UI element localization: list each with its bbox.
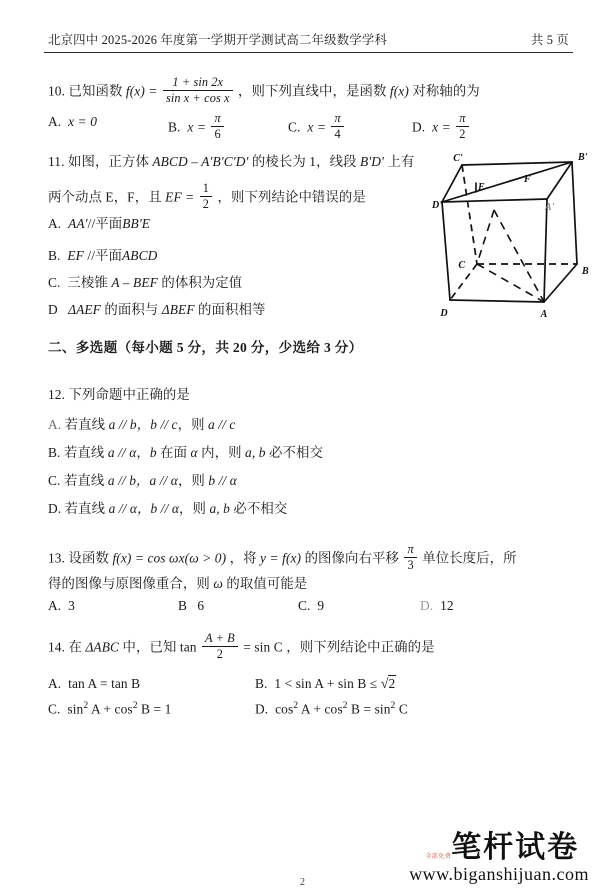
question-11-option-a[interactable] (48, 214, 150, 234)
question-13-text-f: 单位长度后，所 (422, 550, 517, 566)
question-13-number: 13. (48, 550, 66, 566)
exponent: 2 (83, 700, 89, 711)
option-text-end: 必不相交 (265, 445, 323, 460)
label-b: B (582, 266, 589, 277)
fraction-denominator: 3 (407, 557, 414, 572)
label-c: C (458, 260, 465, 271)
option-text: tan A = tan B (68, 676, 141, 691)
option-math: ΔAEF (68, 302, 101, 317)
option-text: 12 (440, 598, 454, 613)
cube-svg (432, 152, 598, 320)
question-13-function: f(x) = cos ωx(ω > 0) (112, 550, 227, 566)
question-13-text-g: 得的图像与原图像重合，则 (48, 576, 210, 591)
option-text-mid-3: 内，则 (197, 445, 246, 460)
option-math: a // b，a // α (107, 473, 178, 488)
fraction-numerator: π (214, 111, 221, 125)
label-d: D (440, 308, 448, 319)
question-14-text-c: 中，已知 (122, 639, 177, 655)
question-11-option-d[interactable] (48, 300, 266, 320)
fraction-numerator: 1 (202, 181, 210, 195)
question-12-stem (48, 385, 190, 405)
question-11-option-c[interactable] (48, 273, 242, 293)
label-a: A (540, 309, 548, 320)
option-math-2: ABCD (122, 248, 158, 263)
question-14-number: 14. (48, 639, 66, 655)
fraction-denominator: 2 (202, 196, 210, 211)
option-text-pre: 若直线 (63, 445, 108, 460)
option-text-pre: 三棱锥 (67, 275, 112, 290)
option-text: //平面 (87, 216, 123, 231)
question-13-fraction (404, 543, 416, 572)
question-13-option-d[interactable] (420, 596, 454, 616)
option-math: a // b，b // c (108, 417, 178, 432)
edge-top-right (547, 162, 572, 199)
option-label: D. (420, 598, 434, 613)
label-f: F (524, 174, 531, 185)
diagonal-dprime-bprime (442, 162, 572, 202)
question-14-tan: tan (179, 639, 197, 655)
option-label: C. (48, 701, 61, 717)
option-text: 的面积与 (100, 302, 162, 317)
question-12-option-b[interactable] (48, 443, 323, 463)
cube-diagram (432, 152, 598, 320)
label-d-prime: D' (432, 200, 442, 211)
question-14-text-a: 在 (68, 639, 82, 655)
question-14-triangle: ΔABC (85, 639, 120, 655)
question-13-option-b[interactable] (178, 596, 204, 616)
option-text-pre: 若直线 (64, 501, 109, 516)
option-label: C. (298, 598, 311, 613)
question-14-stem (48, 632, 435, 661)
option-text: //平面 (83, 248, 123, 263)
label-e: E (478, 182, 485, 193)
option-label: A. (48, 676, 62, 691)
option-math-2: b (149, 445, 157, 460)
question-13-omega: ω (213, 576, 223, 591)
question-13-text-e: 的图像向右平移 (304, 550, 399, 566)
fraction-numerator: π (459, 111, 466, 125)
question-12-number: 12. (48, 387, 66, 402)
option-text-end: B = sin (347, 701, 391, 717)
fraction-denominator: 2 (459, 126, 466, 141)
question-12-stem-text: 下列命题中正确的是 (68, 387, 190, 402)
exponent-2: 2 (132, 700, 138, 711)
option-math: a // α，b // α (108, 501, 180, 516)
question-13-graph: y = f(x) (260, 550, 302, 566)
edge-top-front (442, 199, 547, 202)
option-text: x = (187, 119, 207, 135)
question-10-option-b[interactable] (168, 112, 226, 141)
option-label: D. (412, 119, 426, 135)
sqrt-icon: √2 (380, 676, 396, 692)
option-math: AA' (68, 216, 88, 231)
header-divider (44, 52, 573, 53)
option-fraction (211, 112, 223, 141)
question-14-equation: = sin C (243, 639, 283, 655)
option-label: C. (48, 473, 61, 488)
question-12-option-c[interactable] (48, 471, 237, 491)
fraction-denominator: 6 (214, 126, 221, 141)
page-number: 2 (300, 877, 305, 888)
fraction-numerator: A + B (205, 631, 235, 645)
option-text-end: 必不相交 (229, 501, 288, 516)
sqrt-radicand: 2 (388, 676, 396, 691)
header-page-count: 共 5 页 (530, 33, 569, 47)
question-14-option-b[interactable] (255, 674, 396, 695)
option-label: A. (48, 598, 62, 613)
option-math-2: a, b (209, 501, 230, 516)
option-text: x = (432, 119, 451, 135)
option-text-mid: ， (136, 445, 150, 460)
option-math-2: a // c (208, 417, 236, 432)
question-11-text-g: ，则下列结论中错误的是 (217, 189, 366, 205)
option-text-mid: ，则 (177, 417, 209, 432)
page-header (48, 30, 573, 56)
question-11-text-a: 如图，正方体 (68, 154, 149, 169)
question-10-function: f(x) = (125, 83, 158, 99)
exponent-3: 2 (390, 700, 396, 711)
label-a-prime: A' (545, 202, 555, 213)
fraction-denominator: sin x + cos x (165, 90, 230, 105)
watermark-brand: 笔杆试卷 (451, 830, 580, 866)
section-2-heading: 二、多选题（每小题 5 分，共 20 分，少选给 3 分） (48, 340, 363, 355)
question-11-ef-label: EF = (165, 189, 195, 205)
option-text-pre: sin (67, 701, 84, 717)
option-text: 3 (68, 598, 75, 613)
fraction-numerator: π (407, 542, 414, 556)
option-text-pre: cos (275, 701, 294, 717)
question-13-text-h: 的取值可能是 (226, 576, 308, 591)
question-14-text-f: ，则下列结论中正确的是 (286, 639, 435, 655)
line-c-to-a (477, 264, 544, 302)
question-10-stem-end: 对称轴的为 (412, 83, 480, 99)
question-14-option-d[interactable] (255, 699, 408, 720)
option-text-end: 的面积相等 (194, 302, 266, 317)
fraction-numerator: π (334, 111, 341, 125)
option-label: B. (48, 445, 61, 460)
question-12-option-d[interactable] (48, 499, 287, 519)
option-text: 9 (317, 598, 325, 613)
edge-top-back (462, 162, 572, 165)
question-10-option-c[interactable] (288, 112, 346, 141)
question-11-stem-line-2 (48, 182, 366, 211)
question-11-segment: B'D' (360, 154, 385, 169)
option-math: A – BEF (111, 275, 158, 290)
exponent: 2 (293, 700, 299, 711)
option-label: B. (168, 119, 181, 135)
option-label: D (48, 302, 58, 317)
question-11-text-e: 上有 (387, 154, 415, 169)
question-10-number: 10. (48, 83, 66, 99)
watermark-free-tag: 全部免费 (425, 853, 452, 860)
label-c-prime: C' (453, 153, 463, 164)
question-10-option-a[interactable] (48, 112, 97, 132)
question-13-text-a: 设函数 (68, 550, 109, 566)
option-label: C. (48, 275, 61, 290)
option-math-4: a, b (245, 445, 266, 460)
option-text: 的体积为定值 (157, 275, 243, 290)
edge-vert-a (544, 199, 547, 302)
question-11-fraction (200, 182, 212, 211)
option-text-mid-2: 在面 (156, 445, 191, 460)
option-text-end: B = 1 (137, 701, 172, 717)
question-13-option-c[interactable] (298, 596, 324, 616)
question-14-option-a[interactable] (48, 674, 140, 694)
question-13-stem-line-2 (48, 574, 307, 594)
watermark-url: www.biganshijuan.com (409, 864, 589, 885)
line-e-to-c (477, 210, 494, 264)
fraction-denominator: 4 (334, 126, 341, 141)
question-13-option-a[interactable] (48, 596, 75, 616)
question-14-fraction (202, 632, 238, 661)
question-13-text-c: ，将 (229, 550, 257, 566)
option-text-pre: 1 < sin A + sin B ≤ (274, 676, 381, 691)
option-text-pre: 若直线 (64, 417, 109, 432)
edge-bottom-right (544, 264, 577, 302)
option-label: A. (48, 216, 62, 231)
option-math-2: ΔBEF (161, 302, 195, 317)
question-11-text-f: 两个动点 E，F，且 (48, 189, 162, 205)
question-14-option-c[interactable] (48, 699, 171, 720)
option-label: D. (48, 501, 62, 516)
option-label: B. (255, 676, 268, 691)
option-text: x = (307, 119, 327, 135)
option-text: 6 (197, 598, 205, 613)
question-13-stem-line-1 (48, 543, 517, 572)
label-b-prime: B' (578, 152, 588, 163)
question-11-option-b[interactable] (48, 246, 157, 266)
option-text-mid: A + cos (88, 701, 133, 717)
question-10-stem-post: ，则下列直线中，是函数 (238, 83, 387, 99)
question-12-option-a[interactable] (48, 415, 235, 435)
option-math-2: b // α (208, 473, 237, 488)
question-11-stem-line-1 (48, 152, 414, 172)
option-text: x = 0 (68, 114, 97, 129)
question-10-function-2: f(x) (389, 83, 409, 99)
option-fraction (456, 112, 468, 141)
option-fraction (331, 112, 343, 141)
question-11-cube-name: ABCD – A'B'C'D' (152, 154, 249, 169)
option-text-pre: 若直线 (63, 473, 108, 488)
option-label: C. (288, 119, 301, 135)
option-math: EF (67, 248, 84, 263)
option-text-end-2: C (395, 701, 408, 717)
option-text-mid: ，则 (177, 473, 209, 488)
question-11-text-c: 的棱长为 1，线段 (251, 154, 357, 169)
question-10-option-d[interactable] (412, 112, 471, 141)
option-text-mid: A + cos (298, 701, 343, 717)
exponent-2: 2 (342, 700, 348, 711)
fraction-denominator: 2 (216, 646, 224, 661)
edge-vert-c-hidden (462, 165, 477, 264)
option-label: B. (48, 248, 61, 263)
option-label: B (178, 598, 188, 613)
option-math-2: BB'E (122, 216, 151, 231)
option-math: a // α (107, 445, 137, 460)
question-11-number: 11. (48, 154, 65, 169)
edge-vert-b (572, 162, 577, 264)
header-title: 北京四中 2025-2026 年度第一学期开学测试高二年级数学学科 (48, 33, 388, 47)
option-label: A. (48, 417, 62, 432)
fraction-numerator: 1 + sin 2x (172, 75, 224, 89)
question-10-fraction (163, 76, 233, 105)
question-10-stem (48, 76, 480, 105)
question-10-stem-pre: 已知函数 (68, 83, 123, 99)
option-text-mid: ，则 (179, 501, 210, 516)
option-label: A. (48, 114, 62, 129)
option-math-3: α (190, 445, 198, 460)
edge-bottom-front (450, 300, 544, 302)
option-label: D. (255, 701, 269, 717)
edge-vert-d (442, 202, 450, 300)
